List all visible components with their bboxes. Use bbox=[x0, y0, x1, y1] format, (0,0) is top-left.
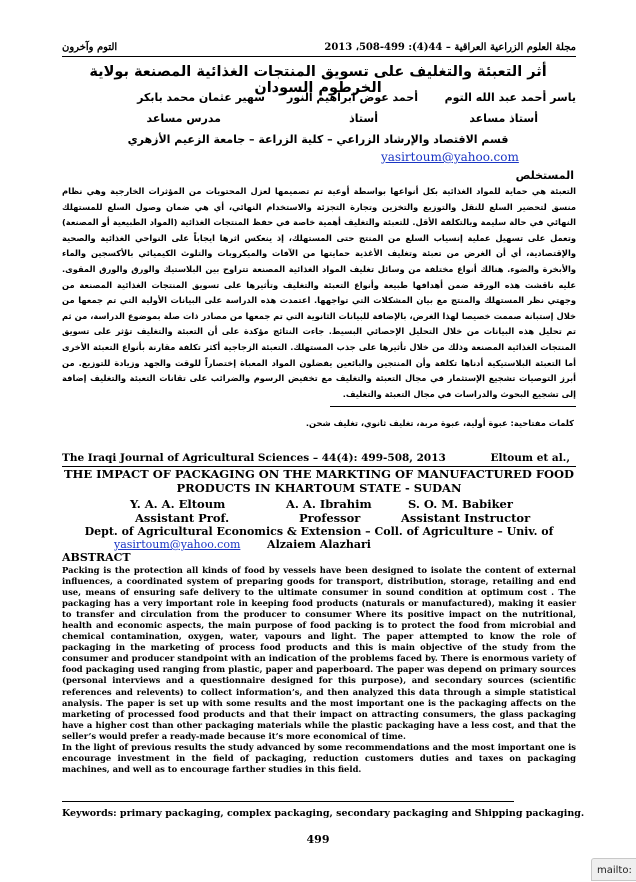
arabic-keywords: كلمات مفتاحية: عبوة أولية، عبوة مربة، تغليف ثانوي، تغليف شحن. bbox=[305, 418, 574, 428]
arabic-journal-citation: مجلة العلوم الزراعية العراقية – 44(4): 499-508، 2013 bbox=[324, 42, 576, 53]
arabic-department: قسم الاقتصاد والإرشاد الزراعي – كلية الزراعة – جامعة الزعيم الأزهري bbox=[127, 133, 509, 146]
arabic-author-3: سهير عثمان محمد بابكر bbox=[137, 91, 265, 104]
english-abstract-heading: ABSTRACT bbox=[62, 551, 131, 564]
arabic-author-3-rank: مدرس مساعد bbox=[146, 112, 221, 125]
arabic-abstract-heading: المستخلص bbox=[515, 169, 574, 182]
english-authors-short: Eltoum et al., bbox=[490, 452, 570, 464]
arabic-title: أثر التعبئة والتغليف على تسويق المنتجات الغذائية المصنعة بولاية الخرطوم السودان bbox=[89, 64, 547, 96]
arabic-email-link[interactable]: yasirtoum@yahoo.com bbox=[381, 150, 519, 164]
status-bar-link-preview: mailto: bbox=[591, 858, 636, 881]
english-author-3-rank: Assistant Instructor bbox=[401, 511, 531, 525]
english-abstract-paragraph-1: Packing is the protection all kinds of food by vessels have been designed to isolate the content of external influences, a coordinated system of preparing goods for transport, distribution, storage, retailing and end use, means of ensuring safe delivery to the ultimate consumer in sound condition at optimum cost . The packaging has a very important role in keeping food products (naturals or manufactured), making it easier to transfer and circulation from the producer to consumer Where its positive impact on the nutritional, health and economic aspects, the main purpose of food packing is to protect the food from microbial and chemical contamination, oxygen, water, vapours and light. The paper attempted to know the role of packaging in the marketing of process food products and this is main objective of the study from the consumer and producer standpoint with an indication of the problems faced by. There is enormous variety of food packaging used ranging from plastic, paper and paperboard. The paper was depend on primary sources (personal interviews and a questionnaire designed for this purpose), and secondary sources (scientific references and relevents) to collect information’s, and then analyzed this data through a simple statistical analysis. The paper is set up with some results and the most important one is the packaging affects on the marketing of processed food products and that their impact on attracting consumers, the glass packaging have a higher cost than other packaging materials while the plastic packaging have a less cost, and that the seller’s would prefer a ready-made because it’s more economical of time. bbox=[62, 565, 576, 741]
english-abstract bbox=[62, 565, 576, 775]
english-abstract-paragraph-2: In the light of previous results the study advanced by some recommendations and the most important one is encourage investment in the field of packaging, reduction customers duties and taxes on packaging machines, and well as to encourage farther studies in this field. bbox=[62, 741, 576, 774]
english-title: THE IMPACT OF PACKAGING ON THE MARKTING OF MANUFACTURED FOOD PRODUCTS IN KHARTOUM STATE - SUDAN bbox=[63, 467, 574, 495]
english-author-3: S. O. M. Babiker bbox=[408, 497, 513, 511]
arabic-author-1: ياسر أحمد عبد الله التوم bbox=[444, 91, 576, 104]
arabic-abstract: التعبئة هي حماية للمواد الغذائية بكل أنواعها بواسطة أوعية تم تصميمها لعزل المحتويات من المؤثرات الخارجية وهي نظام منسق لتحضير السلع للنقل والتوزيع والتخزين وتجارة التجزئة والاستخدام النهائي، أي هي ضمان وصول السلع للمستهلك النهائي في حالة سليمة وبالتكلفة الأقل. للتعبئة والتغليف أهمية خاصة في حفظ المنتجات الغذائية (المواد الطبيعية أو المصنعة) وتعمل على تسهيل عملية إنسياب السلع من المنتج حتى المستهلك، إذ ينعكس اثرها ايجاباً على النواحي الغذائية والصحية والإقتصادية، أي أن الغرض من تعبئة وتغليف الأغذية حمايتها من الآفات والميكروبات والتلوث الكيميائي بالأكسجين والماء والأبخرة والضوء. هنالك أنواع مختلفة من وسائل تغليف المواد الغذائية المصنعة تتراوح بين البلاستيك والورق والورق المقوى. عليه ناقشت هذه الورقة ضمن أهدافها طبيعة وأنواع التعبئة والتغليف وتأثيرها على تسويق المنتجات الغذائية المصنعة من وجهتي نظر المستهلك والمنتج مع بيان المشكلات التي تواجهها. اعتمدت هذه الدراسة على البيانات الأولية التي تم جمعها من خلال إستبانة صممت خصيصا لهذا الغرض، بالإضافة للبيانات الثانوية التي تم جمعها من مصادر ذات صلة بموضوع الدراسة، من ثم تم تحليل هذه البيانات من خلال التحليل الإحصائي البسيط. جاءت النتائج مؤكدة على أن التعبئة والتغليف تؤثر على تسويق المنتجات الغذائية المصنعة وذلك من خلال تأثيرها على جذب المستهلك. التعبئة الزجاجية أكثر تكلفة مقارنة بأنواع التعبئة الأخرى أما التعبئة البلاستيكية أدناها تكلفة وأن المنتجين والبائعين يفضلون المواد المعباة إختصاراً للوقت والجهد وزيادة للتوزيع. من أبرز التوصيات تشجيع الإستثمار في مجال التعبئة والتغليف مع تخفيض الرسوم والضرائب على تقانات التعبئة والتغليف إضافة إلى تشجيع البحوث والدراسات في مجال التعبئة والتغليف. bbox=[62, 186, 576, 399]
english-journal-citation: The Iraqi Journal of Agricultural Sciences – 44(4): 499-508, 2013 bbox=[62, 452, 446, 464]
arabic-author-1-rank: أستاذ مساعد bbox=[469, 112, 538, 125]
english-author-1-rank: Assistant Prof. bbox=[135, 511, 230, 525]
english-author-2: A. A. Ibrahim bbox=[286, 497, 372, 511]
english-email-link[interactable]: yasirtoum@yahoo.com bbox=[114, 538, 241, 551]
english-department: Dept. of Agricultural Economics & Extension – Coll. of Agriculture – Univ. of Alzaiem Alazhari bbox=[84, 525, 554, 551]
english-keywords: Keywords: primary packaging, complex packaging, secondary packaging and Shipping packaging. bbox=[62, 808, 585, 819]
arabic-authors-short: التوم وآخرون bbox=[62, 42, 118, 53]
english-author-2-rank: Professor bbox=[299, 511, 361, 525]
page-number: 499 bbox=[306, 833, 330, 846]
english-divider bbox=[62, 801, 514, 802]
arabic-author-2-rank: أستاذ bbox=[349, 112, 378, 125]
arabic-author-2: أحمد عوض ابراهيم النور bbox=[286, 91, 418, 104]
english-author-1: Y. A. A. Eltoum bbox=[130, 497, 226, 511]
english-running-header bbox=[62, 452, 576, 467]
arabic-divider bbox=[330, 406, 576, 407]
arabic-running-header bbox=[62, 42, 576, 57]
